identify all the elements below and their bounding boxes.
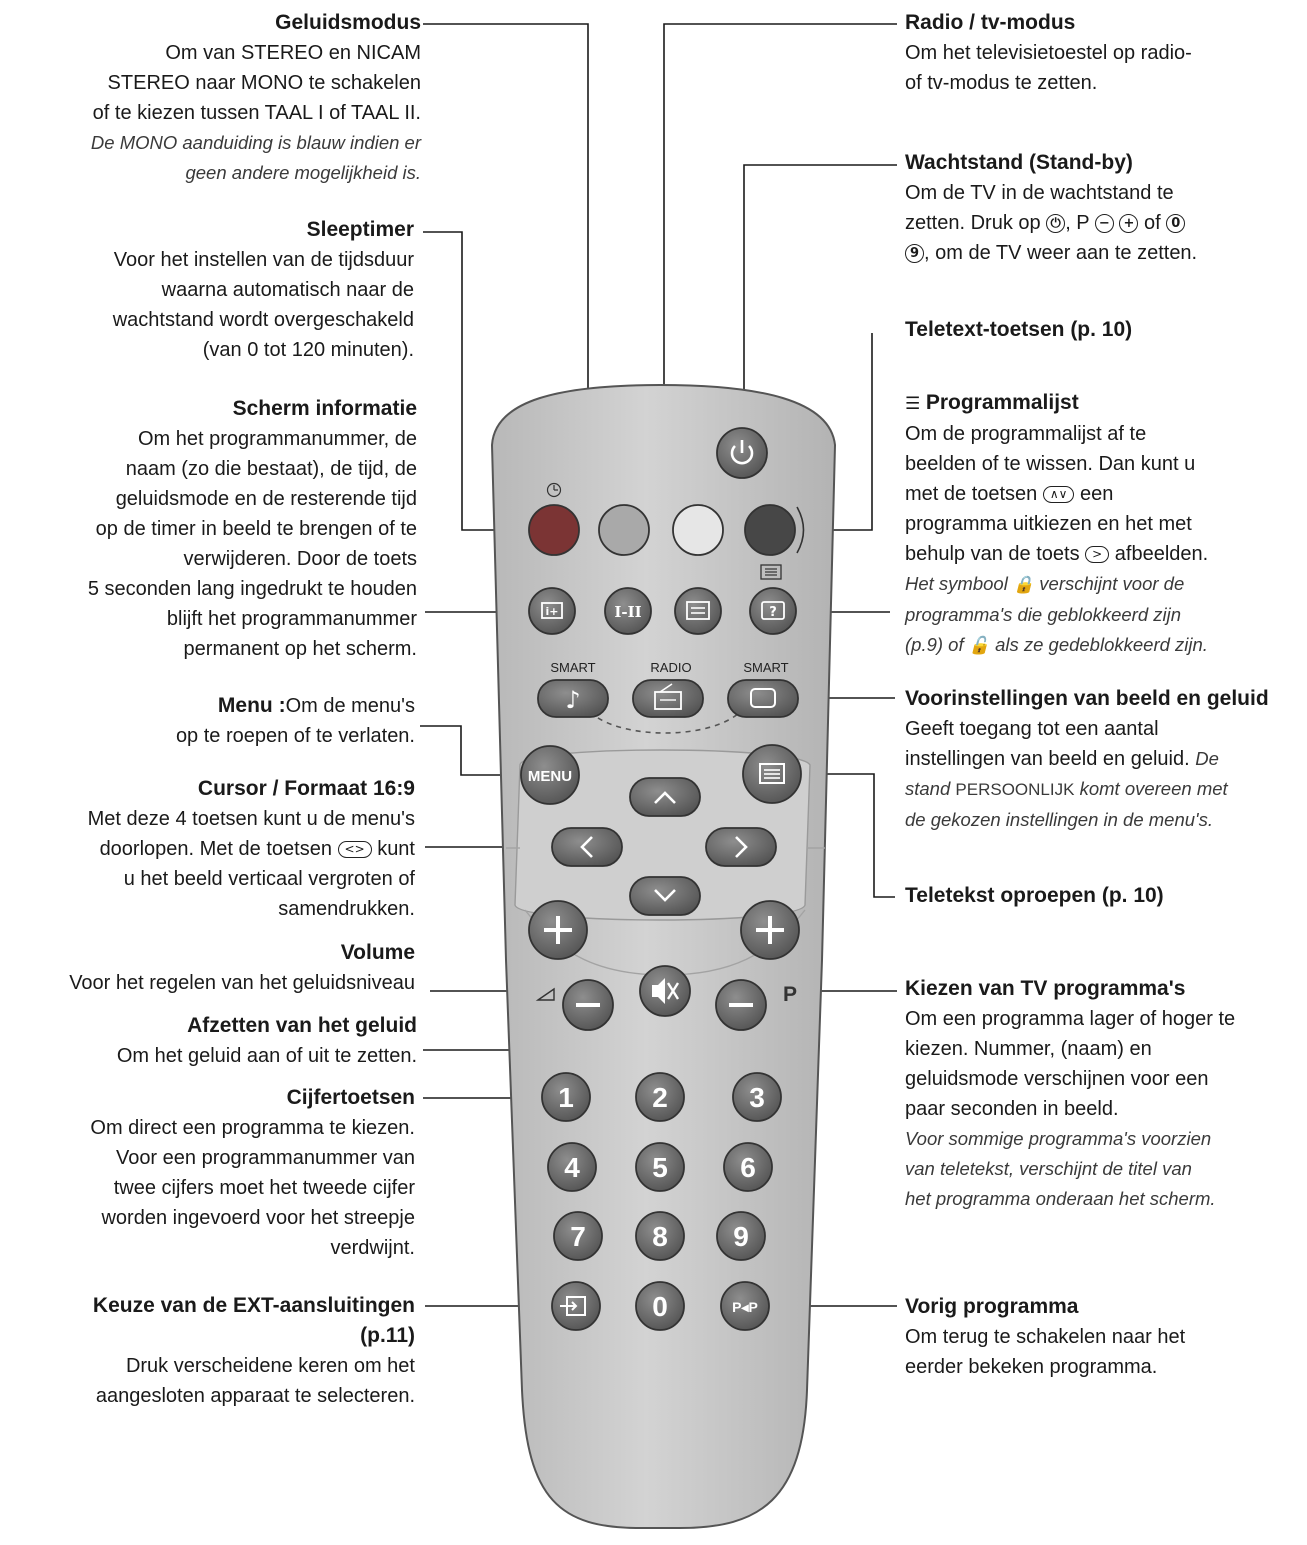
teletext-mix-button[interactable] xyxy=(675,588,721,634)
programmalijst-line: met de toetsen xyxy=(905,483,1038,505)
reveal-button[interactable] xyxy=(750,588,796,634)
smart-picture-label: SMART xyxy=(743,660,789,675)
digit-label: 8 xyxy=(652,1221,668,1252)
cursor-line: kunt xyxy=(377,838,415,860)
menu-block xyxy=(0,691,415,751)
programmalijst-note: programma's die geblokkeerd zijn xyxy=(905,604,1182,625)
afzetten-title: Afzetten van het geluid xyxy=(187,1014,417,1037)
program-plus-button[interactable] xyxy=(741,901,799,959)
digit-label: 0 xyxy=(652,1291,668,1322)
kiezen-title: Kiezen van TV programma's xyxy=(905,977,1186,1000)
programmalijst-note: Het symbool xyxy=(905,573,1008,594)
digit-1-button[interactable] xyxy=(542,1073,590,1121)
radio-label: RADIO xyxy=(650,660,692,675)
programmalijst-title: Programmalijst xyxy=(925,391,1079,414)
power-button[interactable] xyxy=(717,428,767,478)
up-down-keys-icon: ∧∨ xyxy=(1043,486,1075,503)
left-right-keys-icon: <> xyxy=(338,841,372,858)
programmalijst-line: een xyxy=(1080,483,1114,505)
sleeptimer-line: waarna automatisch naar de xyxy=(161,279,414,301)
sleeptimer-title: Sleeptimer xyxy=(306,218,414,241)
programmalijst-line: behulp van de toets xyxy=(905,543,1080,565)
voorinst-note-bold: PERSOONLIJK xyxy=(955,780,1075,799)
cijfer-title: Cijfertoetsen xyxy=(286,1086,415,1109)
programmalijst-line: programma uitkiezen en het met xyxy=(905,513,1192,535)
programmalijst-line: beelden of te wissen. Dan kunt u xyxy=(905,453,1196,475)
menu-label: MENU xyxy=(527,768,573,785)
cursor-down-button[interactable] xyxy=(630,877,700,915)
scherm-block xyxy=(0,394,417,664)
voorinst-note: stand xyxy=(905,778,951,799)
sleeptimer-line: wachtstand wordt overgeschakeld xyxy=(112,309,414,331)
radio-line: of tv-modus te zetten. xyxy=(905,72,1098,94)
keuze-line: aangesloten apparaat te selecteren. xyxy=(95,1385,415,1407)
digit-4-button[interactable] xyxy=(548,1143,596,1191)
plus-icon: + xyxy=(1119,214,1138,233)
keuze-line: Druk verscheidene keren om het xyxy=(125,1355,415,1377)
voorinst-line: instellingen van beeld en geluid. xyxy=(905,748,1190,770)
programmalijst-line: Om de programmalijst af te xyxy=(905,423,1147,445)
teletext-block xyxy=(905,315,1300,345)
kiezen-line: geluidsmode verschijnen voor een xyxy=(905,1068,1209,1090)
sound-mode-button[interactable] xyxy=(605,588,651,634)
afzetten-line: Om het geluid aan of uit te zetten. xyxy=(116,1045,417,1067)
geluidsmodus-line: Om van STEREO en NICAM xyxy=(165,42,421,64)
vorig-title: Vorig programma xyxy=(905,1295,1079,1318)
digit-2-button[interactable] xyxy=(636,1073,684,1121)
kiezen-note: van teletekst, verschijnt de titel van xyxy=(905,1158,1192,1179)
digit-label: 5 xyxy=(652,1152,668,1183)
wacht-title: Wachtstand (Stand-by) xyxy=(905,151,1133,174)
cursor-title: Cursor / Formaat 16:9 xyxy=(197,777,415,800)
cursor-line: doorlopen. Met de toetsen xyxy=(99,838,332,860)
geluidsmodus-note: De MONO aanduiding is blauw indien er xyxy=(90,132,421,153)
cursor-line: samendrukken. xyxy=(278,898,415,920)
digit-6-button[interactable] xyxy=(724,1143,772,1191)
svg-text:♪: ♪ xyxy=(565,686,581,714)
cursor-line: Met deze 4 toetsen kunt u de menu's xyxy=(87,808,415,830)
sleeptimer-block xyxy=(0,215,414,365)
voorinst-note: de gekozen instellingen in de menu's. xyxy=(905,809,1213,830)
keuze-title-page: (p.11) xyxy=(360,1324,415,1347)
programmalijst-note: (p.9) of xyxy=(905,634,964,655)
scherm-line: op de timer in beeld te brengen of te xyxy=(95,518,417,540)
scherm-line: naam (zo die bestaat), de tijd, de xyxy=(125,458,417,480)
radio-block xyxy=(905,8,1300,98)
red-button[interactable] xyxy=(529,505,579,555)
radio-title: Radio / tv-modus xyxy=(905,11,1076,34)
menu-line: op te roepen of te verlaten. xyxy=(175,725,415,747)
digit-0-button[interactable] xyxy=(636,1282,684,1330)
digit-label: 1 xyxy=(558,1082,574,1113)
menu-button[interactable] xyxy=(521,746,579,804)
info-button[interactable] xyxy=(529,588,575,634)
scherm-title: Scherm informatie xyxy=(232,397,417,420)
teletekst-title: Teletekst oproepen (p. 10) xyxy=(905,884,1164,907)
vorig-block xyxy=(905,1292,1300,1382)
minus-icon: − xyxy=(1095,214,1114,233)
kiezen-note: Voor sommige programma's voorzien xyxy=(905,1128,1212,1149)
green-button[interactable] xyxy=(599,505,649,555)
volume-block xyxy=(0,938,415,998)
cursor-left-button[interactable] xyxy=(552,828,622,866)
wacht-line: zetten. Druk op xyxy=(905,212,1041,234)
geluidsmodus-title: Geluidsmodus xyxy=(275,11,421,34)
list-icon: ☰ xyxy=(905,394,921,414)
digit-label: 4 xyxy=(564,1152,580,1183)
svg-text:?: ? xyxy=(769,605,777,620)
wacht-line: , om de TV weer aan te zetten. xyxy=(924,242,1198,264)
programmalijst-note: verschijnt voor de xyxy=(1039,573,1185,594)
cursor-line: u het beeld verticaal vergroten of xyxy=(123,868,415,890)
right-key-icon: > xyxy=(1085,546,1109,563)
geluidsmodus-block xyxy=(1,8,421,188)
digit-label: 7 xyxy=(570,1221,586,1252)
blue-button[interactable] xyxy=(745,505,795,555)
kiezen-block xyxy=(905,974,1300,1214)
volume-minus-button[interactable] xyxy=(563,980,613,1030)
digit-label: 6 xyxy=(740,1152,756,1183)
geluidsmodus-note: geen andere mogelijkheid is. xyxy=(185,162,421,183)
sleeptimer-line: Voor het instellen van de tijdsduur xyxy=(113,249,414,271)
digit-label: 2 xyxy=(652,1082,668,1113)
programmalijst-note: als ze gedeblokkeerd zijn. xyxy=(995,634,1208,655)
digit-zero-icon: 0 xyxy=(1166,214,1185,233)
cijfer-line: twee cijfers moet het tweede cijfer xyxy=(113,1177,415,1199)
scherm-line: blijft het programmanummer xyxy=(166,608,417,630)
wacht-block xyxy=(905,148,1300,268)
volume-plus-button[interactable] xyxy=(529,901,587,959)
digit-5-button[interactable] xyxy=(636,1143,684,1191)
keuze-block xyxy=(0,1291,415,1411)
cijfer-line: Voor een programmanummer van xyxy=(115,1147,415,1169)
vorig-line: Om terug te schakelen naar het xyxy=(905,1326,1186,1348)
cursor-right-button[interactable] xyxy=(706,828,776,866)
svg-text:i+: i+ xyxy=(545,605,559,618)
voorinst-note: De xyxy=(1195,748,1219,769)
scherm-line: Om het programmanummer, de xyxy=(138,428,417,450)
digit-8-button[interactable] xyxy=(636,1212,684,1260)
programmalijst-block xyxy=(905,388,1300,661)
wacht-line: of xyxy=(1143,212,1161,234)
vorig-line: eerder bekeken programma. xyxy=(905,1356,1158,1378)
power-icon: ⏻ xyxy=(1046,214,1065,233)
wacht-line: , P xyxy=(1065,212,1090,234)
digit-3-button[interactable] xyxy=(733,1073,781,1121)
voorinst-title: Voorinstellingen van beeld en geluid xyxy=(905,687,1269,710)
digit-nine-icon: 9 xyxy=(905,244,924,263)
smart-sound-label: SMART xyxy=(550,660,596,675)
cijfer-line: worden ingevoerd voor het streepje xyxy=(101,1207,415,1229)
scherm-line: verwijderen. Door de toets xyxy=(183,548,417,570)
voorinst-block xyxy=(905,684,1305,835)
scherm-line: permanent op het scherm. xyxy=(183,638,417,660)
digit-7-button[interactable] xyxy=(554,1212,602,1260)
cursor-up-button[interactable] xyxy=(630,778,700,816)
programmalijst-line: afbeelden. xyxy=(1114,543,1209,565)
previous-program-button[interactable] xyxy=(721,1282,769,1330)
geluidsmodus-line: STEREO naar MONO te schakelen xyxy=(107,72,421,94)
volume-line: Voor het regelen van het geluidsniveau xyxy=(69,972,415,994)
menu-title-tail: Om de menu's xyxy=(285,695,415,717)
teletext-title: Teletext-toetsen (p. 10) xyxy=(905,318,1133,341)
keuze-title: Keuze van de EXT-aansluitingen xyxy=(92,1294,415,1317)
kiezen-note: het programma onderaan het scherm. xyxy=(905,1188,1216,1209)
smart-sound-button[interactable] xyxy=(538,680,608,717)
unlock-icon: 🔓 xyxy=(968,636,990,656)
cijfer-block xyxy=(0,1083,415,1263)
kiezen-line: kiezen. Nummer, (naam) en xyxy=(905,1038,1152,1060)
geluidsmodus-line: of te kiezen tussen TAAL I of TAAL II. xyxy=(92,102,421,124)
digit-label: 9 xyxy=(733,1221,749,1252)
menu-title: Menu : xyxy=(217,694,286,717)
teletekst-block xyxy=(905,881,1300,911)
lock-icon: 🔒 xyxy=(1012,575,1035,595)
radio-button[interactable] xyxy=(633,680,703,717)
digit-9-button[interactable] xyxy=(717,1212,765,1260)
voorinst-line: Geeft toegang tot een aantal xyxy=(905,718,1159,740)
previous-program-label: P◂P xyxy=(732,1299,758,1315)
voorinst-note: komt overeen met xyxy=(1079,778,1228,799)
digit-label: 3 xyxy=(749,1082,765,1113)
kiezen-line: paar seconden in beeld. xyxy=(905,1098,1119,1120)
scherm-line: geluidsmode en de resterende tijd xyxy=(115,488,417,510)
ext-button[interactable] xyxy=(552,1282,600,1330)
smart-picture-button[interactable] xyxy=(728,680,798,717)
cijfer-line: verdwijnt. xyxy=(330,1237,415,1259)
teletext-button[interactable] xyxy=(743,745,801,803)
afzetten-block xyxy=(0,1011,417,1071)
mute-button[interactable] xyxy=(640,966,690,1016)
wacht-line: Om de TV in de wachtstand te xyxy=(905,182,1174,204)
program-p-label: P xyxy=(782,983,798,1006)
program-minus-button[interactable] xyxy=(716,980,766,1030)
kiezen-line: Om een programma lager of hoger te xyxy=(905,1008,1236,1030)
sound-mode-label: I-II xyxy=(614,603,642,621)
cursor-block xyxy=(0,774,415,924)
volume-title: Volume xyxy=(340,941,415,964)
cijfer-line: Om direct een programma te kiezen. xyxy=(90,1117,415,1139)
yellow-button[interactable] xyxy=(673,505,723,555)
radio-line: Om het televisietoestel op radio- xyxy=(905,42,1192,64)
sleeptimer-line: (van 0 tot 120 minuten). xyxy=(202,339,414,361)
scherm-line: 5 seconden lang ingedrukt te houden xyxy=(87,578,417,600)
